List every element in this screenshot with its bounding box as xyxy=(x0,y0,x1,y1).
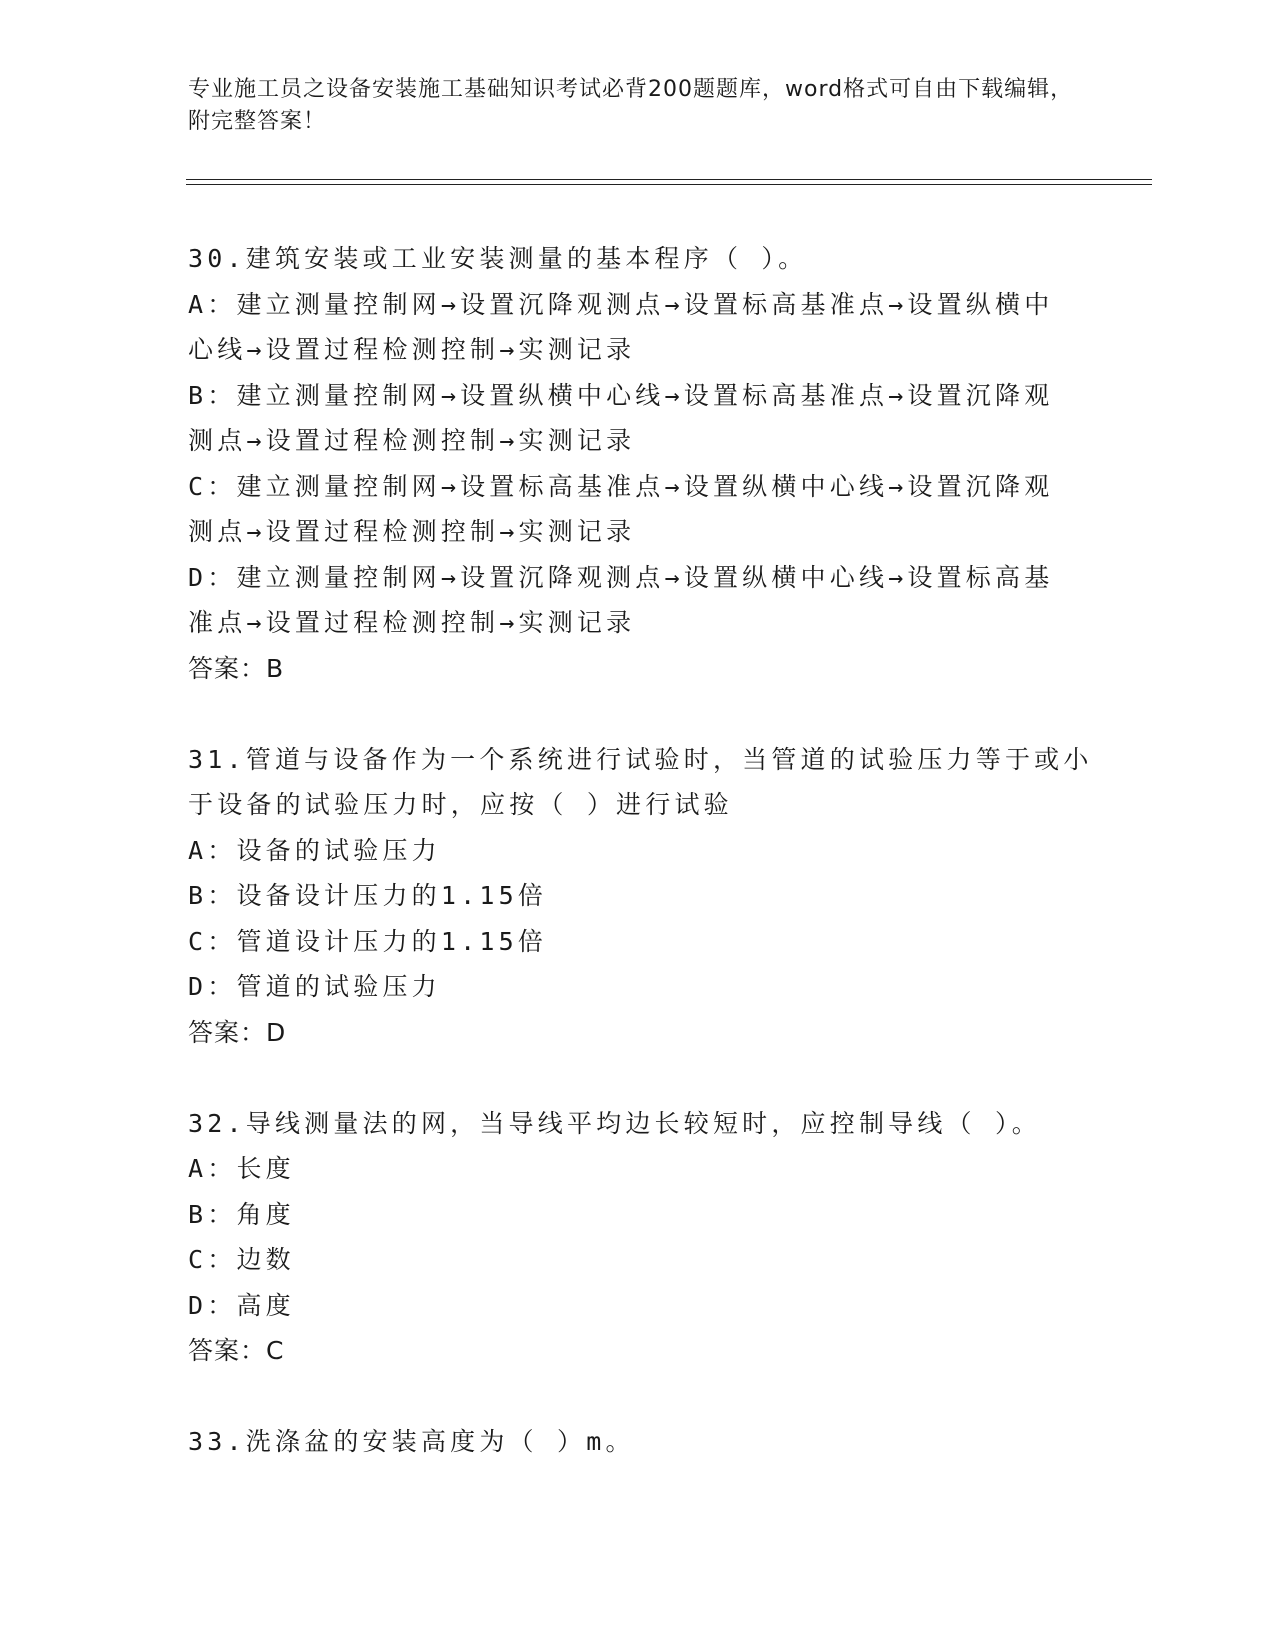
header-text: 专业施工员之设备安装施工基础知识考试必背200题题库，word格式可自由下载编辑，附完整答案！ xyxy=(188,77,1074,134)
answer: 答案：C xyxy=(188,1336,285,1365)
option-a xyxy=(188,282,1088,373)
option-a: A：设备的试验压力 xyxy=(188,835,441,865)
question-list xyxy=(188,236,1093,1465)
option-b xyxy=(188,373,1088,464)
question-30 xyxy=(188,236,1088,691)
question-stem: 33.洗涤盆的安装高度为（ ）m。 xyxy=(188,1427,635,1456)
option-line: B：建立测量控制网→设置纵横中心线→设置标高基准点→设置沉降观 xyxy=(188,380,1054,410)
header-rule-bottom xyxy=(186,184,1152,185)
question-31 xyxy=(188,737,1093,1056)
question-stem: 31.管道与设备作为一个系统进行试验时，当管道的试验压力等于或小 xyxy=(188,744,1093,774)
option-d: D：管道的试验压力 xyxy=(188,972,441,1001)
option-line: 测点→设置过程检测控制→实测记录 xyxy=(188,426,636,455)
question-stem: 于设备的试验压力时，应按（ ）进行试验 xyxy=(188,790,733,819)
question-stem: 30.建筑安装或工业安装测量的基本程序（ ）。 xyxy=(188,244,808,273)
header-rule-top xyxy=(186,179,1152,180)
option-d: D：高度 xyxy=(188,1290,295,1320)
question-stem: 32.导线测量法的网，当导线平均边长较短时，应控制导线（ ）。 xyxy=(188,1108,1041,1138)
spacer xyxy=(188,691,1088,737)
option-c: C：管道设计压力的1.15倍 xyxy=(188,926,548,956)
option-d xyxy=(188,555,1088,646)
option-line: 心线→设置过程检测控制→实测记录 xyxy=(188,335,636,364)
option-c xyxy=(188,464,1088,555)
question-33 xyxy=(188,1419,1088,1465)
option-c: C：边数 xyxy=(188,1245,295,1274)
document-header xyxy=(188,74,1078,138)
option-b: B：设备设计压力的1.15倍 xyxy=(188,881,548,910)
spacer xyxy=(188,1374,1088,1420)
option-line: 准点→设置过程检测控制→实测记录 xyxy=(188,608,636,637)
answer: 答案：D xyxy=(188,1017,287,1047)
option-a: A：长度 xyxy=(188,1154,295,1183)
question-32 xyxy=(188,1101,1088,1374)
option-b: B：角度 xyxy=(188,1199,295,1229)
option-line: C：建立测量控制网→设置标高基准点→设置纵横中心线→设置沉降观 xyxy=(188,471,1054,501)
option-line: D：建立测量控制网→设置沉降观测点→设置纵横中心线→设置标高基 xyxy=(188,562,1054,592)
option-line: A：建立测量控制网→设置沉降观测点→设置标高基准点→设置纵横中 xyxy=(188,289,1054,319)
answer: 答案：B xyxy=(188,653,285,683)
spacer xyxy=(188,1055,1088,1101)
option-line: 测点→设置过程检测控制→实测记录 xyxy=(188,517,636,546)
